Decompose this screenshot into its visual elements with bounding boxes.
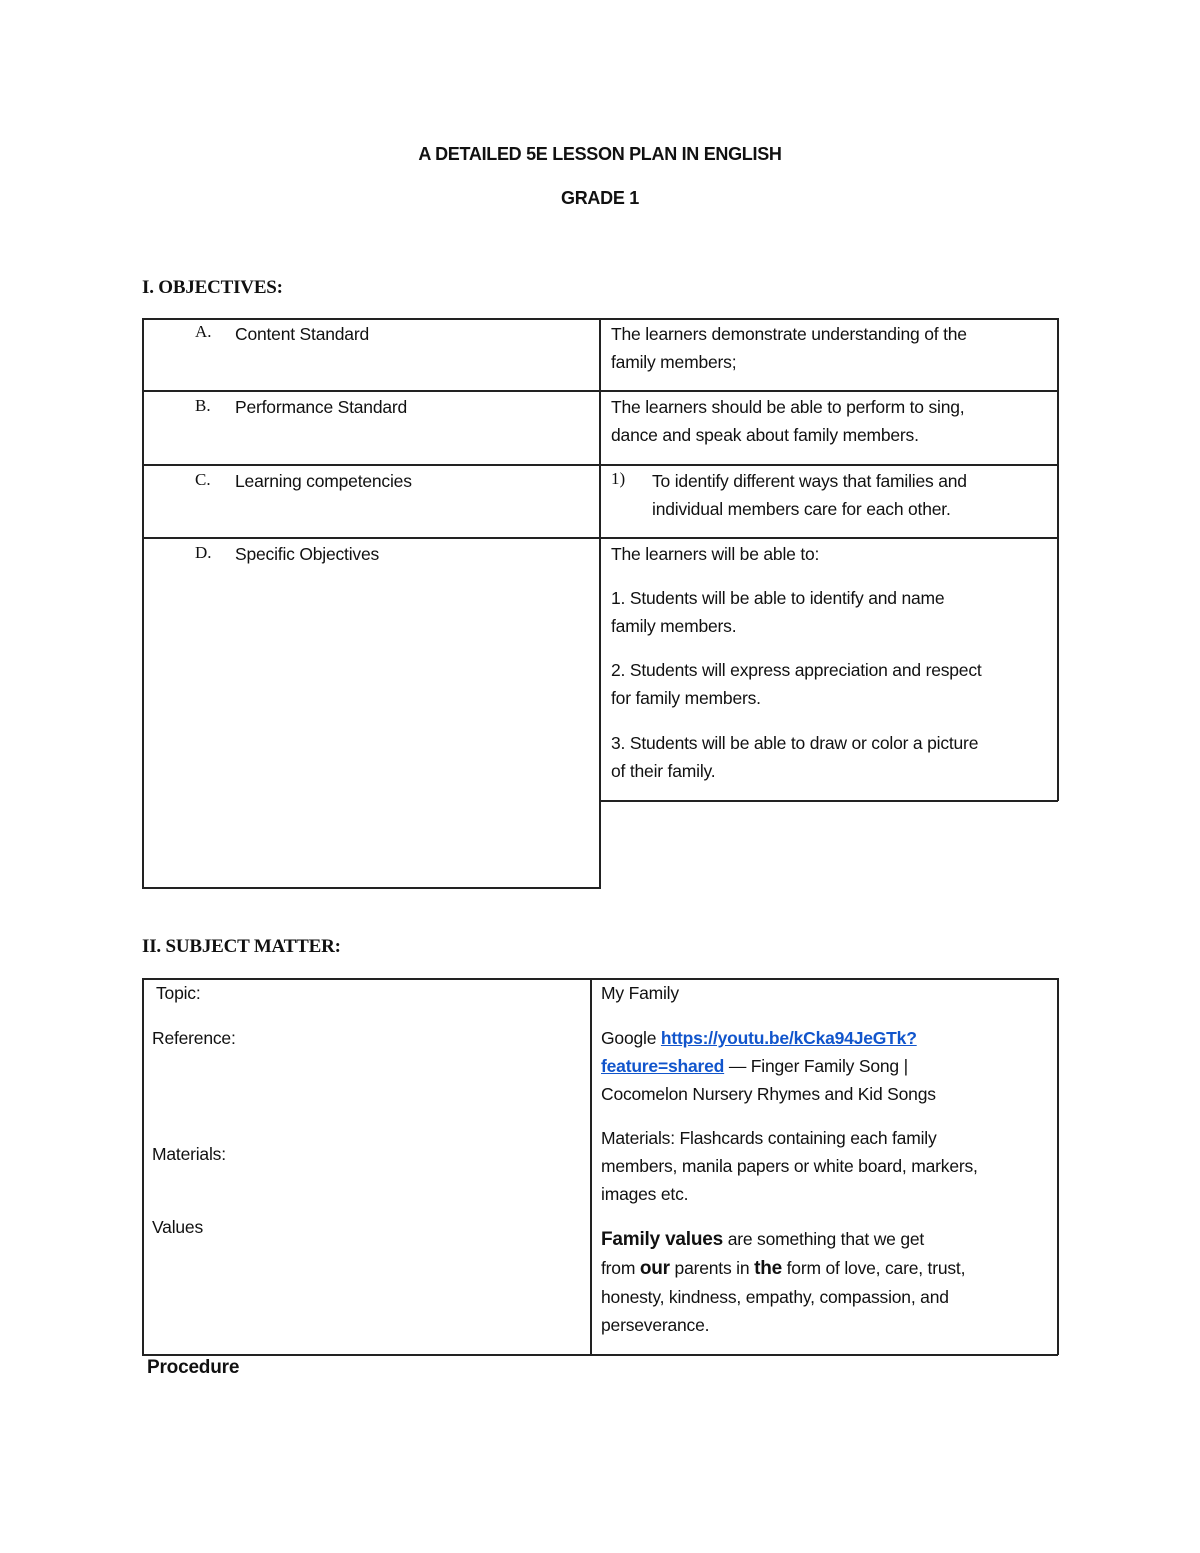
row-marker: B. <box>195 396 211 415</box>
materials-label: Materials: <box>152 1144 226 1164</box>
procedure-heading: Procedure <box>147 1357 240 1378</box>
performance-standard-text: The learners should be able to perform to sing, dance and speak about family members. <box>611 397 965 445</box>
reference-link[interactable]: https://youtu.be/kCka94JeGTk? <box>660 1028 917 1048</box>
specific-objectives-intro: The learners will be able to: <box>611 544 820 564</box>
content-standard-label: Content Standard <box>235 324 369 344</box>
reference-label: Reference: <box>152 1028 236 1048</box>
list-number: 1) <box>611 469 626 488</box>
values-label: Values <box>152 1217 204 1237</box>
values-value: Family values are something that we get from our parents in the form of love, care, trust, honesty, kindness, empathy, compassion, and perseverance. <box>601 1229 966 1335</box>
content-standard-text: The learners demonstrate understanding of the family members; <box>611 324 967 372</box>
performance-standard-label: Performance Standard <box>235 397 408 417</box>
row-marker: A. <box>195 322 212 341</box>
topic-value: My Family <box>601 983 679 1003</box>
topic-label: Topic: <box>156 983 201 1003</box>
row-marker: C. <box>195 470 211 489</box>
values-emphasis: Family values <box>601 1229 724 1250</box>
row-marker: D. <box>195 543 212 562</box>
learning-competencies-text: To identify different ways that families and individual members care for each other. <box>652 471 967 519</box>
objective-item-1: 1. Students will be able to identify and name family members. <box>611 588 945 636</box>
materials-value: Materials: Flashcards containing each family members, manila papers or white board, markers, images etc. <box>601 1128 978 1204</box>
objective-item-2: 2. Students will express appreciation and respect for family members. <box>611 660 982 708</box>
reference-value: Google https://youtu.be/kCka94JeGTk? feature=shared — Finger Family Song | Cocomelon Nursery Rhymes and Kid Songs <box>601 1028 936 1104</box>
document-title: A DETAILED 5E LESSON PLAN IN ENGLISH <box>418 144 782 164</box>
reference-link-continued[interactable]: feature=shared <box>601 1056 725 1076</box>
learning-competencies-label: Learning competencies <box>235 471 412 491</box>
objectives-heading: I. OBJECTIVES: <box>142 277 283 298</box>
specific-objectives-label: Specific Objectives <box>235 544 380 564</box>
grade-label: GRADE 1 <box>561 188 639 208</box>
objective-item-3: 3. Students will be able to draw or color a picture of their family. <box>611 733 979 781</box>
subject-matter-heading: II. SUBJECT MATTER: <box>142 936 341 957</box>
